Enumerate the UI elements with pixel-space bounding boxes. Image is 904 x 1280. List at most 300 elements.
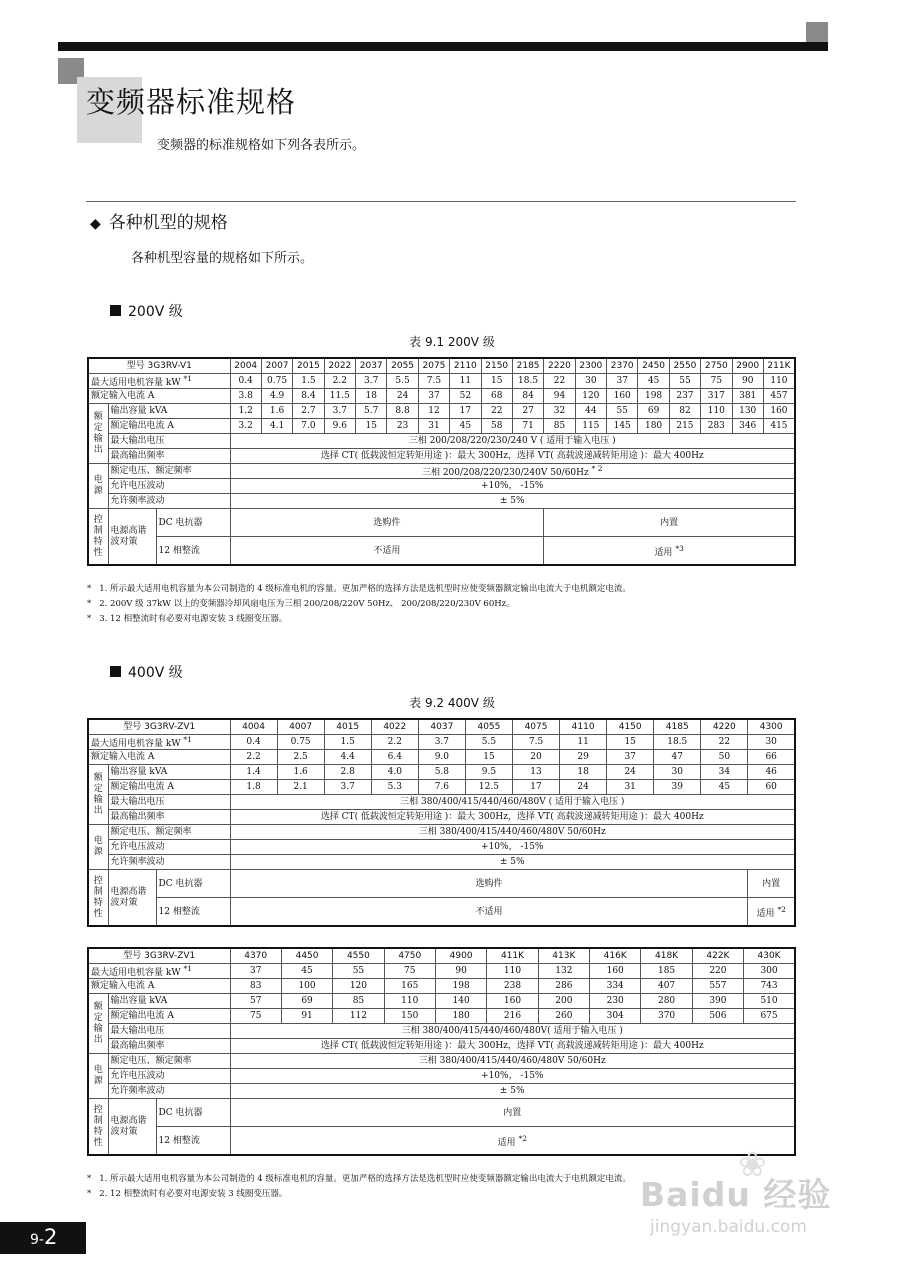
value-cell: 3.8	[230, 389, 261, 404]
max-output-voltage-label: 最大输出电压	[108, 1024, 230, 1039]
value-cell: 346	[732, 419, 763, 434]
output-group-label: 额定输出	[88, 404, 108, 464]
value-cell: 58	[481, 419, 512, 434]
footnote-marker: *	[87, 1174, 92, 1184]
value-cell: 3.7	[324, 404, 355, 419]
rated-output-label: 额定输出电流 A	[108, 1009, 230, 1024]
value-cell: 75	[384, 964, 435, 979]
value-cell: 22	[544, 374, 575, 389]
value-cell: 238	[487, 979, 538, 994]
max-motor-label	[88, 374, 230, 389]
twelve-phase-left: 不适用	[230, 537, 544, 566]
model-cell: 2300	[575, 358, 606, 374]
model-cell: 4300	[748, 719, 795, 735]
value-cell: 180	[435, 1009, 486, 1024]
value-cell: 55	[333, 964, 384, 979]
value-cell: 2.5	[277, 750, 324, 765]
table-caption-1: 表 9.1 200V 级	[409, 335, 495, 349]
rated-voltage-label: 额定电压、额定频率	[108, 825, 230, 840]
value-cell: 69	[281, 994, 332, 1009]
table-row	[88, 1084, 795, 1099]
footnotes-1	[87, 582, 631, 627]
value-cell: 110	[763, 374, 795, 389]
model-cell: 4750	[384, 948, 435, 964]
value-cell: 220	[692, 964, 743, 979]
value-cell: 90	[435, 964, 486, 979]
table-row	[88, 735, 795, 750]
value-cell: 30	[654, 765, 701, 780]
value-cell: 18.5	[654, 735, 701, 750]
output-capacity-label: 输出容量 kVA	[108, 994, 230, 1009]
value-cell: 68	[481, 389, 512, 404]
value-cell: 75	[230, 1009, 281, 1024]
dc-reactor-label: DC 电抗器	[156, 509, 230, 537]
footnote-mark: *1	[183, 374, 192, 383]
rated-voltage-value	[230, 464, 795, 479]
value-cell: 160	[763, 404, 795, 419]
footnote	[87, 612, 631, 627]
value-cell: 2.2	[371, 735, 418, 750]
value-cell: 1.6	[277, 765, 324, 780]
twelve-phase-right	[748, 898, 795, 927]
footnote-marker: *	[87, 1189, 92, 1199]
value-cell: 120	[333, 979, 384, 994]
value-cell: 18	[560, 765, 607, 780]
value-cell: 44	[575, 404, 606, 419]
table-row	[88, 1054, 795, 1069]
max-output-freq-label: 最高输出频率	[108, 810, 230, 825]
footnote-text: 3. 12 相整流时有必要对电源安装 3 线圈变压器。	[99, 614, 288, 624]
footnote	[87, 1172, 631, 1187]
value-cell: 2.2	[230, 750, 277, 765]
value-cell: 83	[230, 979, 281, 994]
value-cell: 130	[732, 404, 763, 419]
model-cell: 4220	[701, 719, 748, 735]
value-cell: 7.5	[512, 735, 559, 750]
table-row	[88, 1069, 795, 1084]
value-cell: 55	[607, 404, 638, 419]
value-cell: 3.7	[356, 374, 387, 389]
value-cell: 5.5	[387, 374, 418, 389]
value-cell: 15	[465, 750, 512, 765]
value-cell: 1.2	[230, 404, 261, 419]
value-cell: 0.4	[230, 735, 277, 750]
value-cell: 140	[435, 994, 486, 1009]
max-output-voltage-value: 三相 380/400/415/440/460/480V( 适用于输入电压 )	[230, 1024, 795, 1039]
max-motor-text: 最大适用电机容量 kW	[91, 378, 181, 388]
output-capacity-label: 输出容量 kVA	[108, 765, 230, 780]
value-cell: 198	[435, 979, 486, 994]
footnote-mark: *3	[675, 543, 684, 553]
allowed-freq-label: 允许频率波动	[108, 1084, 230, 1099]
value-cell: 12.5	[465, 780, 512, 795]
allowed-freq-label: 允许频率波动	[108, 494, 230, 509]
model-cell: 2110	[450, 358, 481, 374]
max-output-freq-label: 最高输出频率	[108, 1039, 230, 1054]
value-cell: 7.5	[418, 374, 449, 389]
value-cell: 31	[418, 419, 449, 434]
section-title: 各种机型的规格	[108, 213, 228, 233]
model-cell: 411K	[487, 948, 538, 964]
model-cell: 2055	[387, 358, 418, 374]
rated-voltage-value: 三相 380/400/415/440/460/480V 50/60Hz	[230, 825, 795, 840]
value-cell: 39	[654, 780, 701, 795]
value-cell: 390	[692, 994, 743, 1009]
footnote	[87, 1187, 631, 1202]
value-cell: 23	[387, 419, 418, 434]
rated-voltage-label: 额定电压、额定频率	[108, 464, 230, 479]
dc-reactor-right: 内置	[544, 509, 795, 537]
value-cell: 71	[512, 419, 543, 434]
watermark-brand: Baidu 经验	[640, 1175, 832, 1214]
value-cell: 260	[538, 1009, 589, 1024]
value-cell: 18.5	[512, 374, 543, 389]
value-cell: 5.7	[356, 404, 387, 419]
value-cell: 11	[560, 735, 607, 750]
value-cell: 120	[575, 389, 606, 404]
value-cell: 94	[544, 389, 575, 404]
value-cell: 11.5	[324, 389, 355, 404]
footnote-marker: *	[87, 614, 92, 624]
table-row	[88, 840, 795, 855]
model-header: 型号 3G3RV-V1	[88, 358, 230, 374]
value-cell: 85	[544, 419, 575, 434]
page-index: 2	[43, 1225, 58, 1249]
section-intro: 各种机型容量的规格如下所示。	[131, 251, 314, 266]
value-cell: 1.8	[230, 780, 277, 795]
value-cell: 15	[356, 419, 387, 434]
table-row	[88, 434, 795, 449]
group-heading-400v	[110, 662, 183, 682]
table-row	[88, 1009, 795, 1024]
twelve-phase-label: 12 相整流	[156, 537, 230, 566]
table-row	[88, 719, 795, 735]
rated-input-label: 额定输入电流 A	[88, 389, 230, 404]
model-cell: 211K	[763, 358, 795, 374]
value-cell: 180	[638, 419, 669, 434]
rated-voltage-value-text: 三相 200/208/220/230/240V 50/60Hz	[421, 468, 589, 478]
value-cell: 45	[281, 964, 332, 979]
value-cell: 7.6	[418, 780, 465, 795]
footnote-mark: *1	[183, 964, 192, 973]
twelve-phase-right	[544, 537, 795, 566]
value-cell: 17	[512, 780, 559, 795]
value-cell: 4.1	[261, 419, 292, 434]
rated-voltage-label: 额定电压、额定频率	[108, 1054, 230, 1069]
value-cell: 300	[744, 964, 795, 979]
model-cell: 2075	[418, 358, 449, 374]
group-heading-200v	[110, 301, 183, 321]
allowed-voltage-label: 允许电压波动	[108, 1069, 230, 1084]
table-row	[88, 948, 795, 964]
value-cell: 317	[701, 389, 732, 404]
max-output-freq-value: 选择 CT( 低载波恒定转矩用途 )：最大 300Hz，选择 VT( 高载波递减转矩用途 )：最大 400Hz	[230, 449, 795, 464]
table-row	[88, 449, 795, 464]
allowed-freq-label: 允许频率波动	[108, 855, 230, 870]
rated-input-label: 额定输入电流 A	[88, 750, 230, 765]
model-cell: 2750	[701, 358, 732, 374]
footnote-mark: *2	[777, 904, 786, 914]
model-cell: 422K	[692, 948, 743, 964]
table-row	[88, 1099, 795, 1127]
value-cell: 60	[748, 780, 795, 795]
dc-reactor-value: 内置	[230, 1099, 795, 1127]
value-cell: 215	[669, 419, 700, 434]
spec-table-400v-a	[87, 718, 796, 927]
value-cell: 22	[481, 404, 512, 419]
max-output-voltage-label: 最大输出电压	[108, 434, 230, 449]
value-cell: 31	[607, 780, 654, 795]
max-output-voltage-value: 三相 380/400/415/440/460/480V ( 适用于输入电压 )	[230, 795, 795, 810]
value-cell: 2.7	[293, 404, 324, 419]
model-header: 型号 3G3RV-ZV1	[88, 948, 230, 964]
max-motor-text: 最大适用电机容量 kW	[91, 968, 181, 978]
value-cell: 82	[669, 404, 700, 419]
value-cell: 110	[487, 964, 538, 979]
table-row	[88, 1024, 795, 1039]
value-cell: 457	[763, 389, 795, 404]
max-motor-text: 最大适用电机容量 kW	[91, 739, 181, 749]
value-cell: 132	[538, 964, 589, 979]
value-cell: 381	[732, 389, 763, 404]
max-motor-label	[88, 964, 230, 979]
value-cell: 0.75	[261, 374, 292, 389]
value-cell: 55	[669, 374, 700, 389]
model-cell: 2022	[324, 358, 355, 374]
value-cell: 216	[487, 1009, 538, 1024]
paw-icon: ❀	[738, 1145, 767, 1185]
value-cell: 5.3	[371, 780, 418, 795]
power-group-label: 电源	[88, 464, 108, 509]
value-cell: 1.6	[261, 404, 292, 419]
model-cell: 2037	[356, 358, 387, 374]
control-group-label: 控制特性	[88, 870, 108, 927]
value-cell: 15	[607, 735, 654, 750]
model-cell: 4900	[435, 948, 486, 964]
value-cell: 198	[638, 389, 669, 404]
max-output-voltage-label: 最大输出电压	[108, 795, 230, 810]
dc-reactor-label: DC 电抗器	[156, 1099, 230, 1127]
model-cell: 4185	[654, 719, 701, 735]
value-cell: 47	[654, 750, 701, 765]
value-cell: 4.4	[324, 750, 371, 765]
model-cell: 2900	[732, 358, 763, 374]
value-cell: 5.5	[465, 735, 512, 750]
max-output-voltage-value: 三相 200/208/220/230/240 V ( 适用于输入电压 )	[230, 434, 795, 449]
value-cell: 415	[763, 419, 795, 434]
rated-input-label: 额定输入电流 A	[88, 979, 230, 994]
table-row	[88, 1039, 795, 1054]
value-cell: 85	[333, 994, 384, 1009]
model-cell: 4007	[277, 719, 324, 735]
value-cell: 370	[641, 1009, 692, 1024]
value-cell: 37	[607, 750, 654, 765]
output-group-label: 额定输出	[88, 765, 108, 825]
value-cell: 24	[560, 780, 607, 795]
allowed-freq-value: ± 5%	[230, 855, 795, 870]
value-cell: 304	[590, 1009, 641, 1024]
twelve-phase-right-text: 适用	[654, 547, 673, 558]
model-header: 型号 3G3RV-ZV1	[88, 719, 230, 735]
value-cell: 115	[575, 419, 606, 434]
value-cell: 6.4	[371, 750, 418, 765]
value-cell: 52	[450, 389, 481, 404]
table-row	[88, 979, 795, 994]
dc-reactor-left: 选购件	[230, 509, 544, 537]
value-cell: 57	[230, 994, 281, 1009]
value-cell: 2.2	[324, 374, 355, 389]
corner-marker	[806, 22, 828, 44]
value-cell: 230	[590, 994, 641, 1009]
dc-reactor-right: 内置	[748, 870, 795, 898]
rated-voltage-value: 三相 380/400/415/440/460/480V 50/60Hz	[230, 1054, 795, 1069]
value-cell: 24	[387, 389, 418, 404]
value-cell: 34	[701, 765, 748, 780]
value-cell: 160	[607, 389, 638, 404]
model-cell: 4450	[281, 948, 332, 964]
model-cell: 2004	[230, 358, 261, 374]
twelve-phase-right-text: 适用	[756, 908, 775, 919]
footnote-text: 2. 12 相整流时有必要对电源安装 3 线圈变压器。	[99, 1189, 288, 1199]
value-cell: 3.7	[418, 735, 465, 750]
power-group-label: 电源	[88, 825, 108, 870]
table-row	[88, 964, 795, 979]
table-row	[88, 825, 795, 840]
dc-reactor-label: DC 电抗器	[156, 870, 230, 898]
group-label-200v: 200V 级	[128, 304, 183, 320]
table-row	[88, 389, 795, 404]
value-cell: 3.2	[230, 419, 261, 434]
footnote-mark: * 2	[591, 464, 603, 473]
value-cell: 286	[538, 979, 589, 994]
model-cell: 430K	[744, 948, 795, 964]
model-cell: 4022	[371, 719, 418, 735]
value-cell: 32	[544, 404, 575, 419]
value-cell: 90	[732, 374, 763, 389]
footnote-marker: *	[87, 584, 92, 594]
section-heading	[90, 208, 228, 233]
model-cell: 4370	[230, 948, 281, 964]
value-cell: 20	[512, 750, 559, 765]
value-cell: 4.9	[261, 389, 292, 404]
section-divider	[86, 201, 796, 202]
footnotes-2	[87, 1172, 631, 1202]
watermark	[640, 1145, 860, 1245]
value-cell: 50	[701, 750, 748, 765]
value-cell: 84	[512, 389, 543, 404]
value-cell: 30	[575, 374, 606, 389]
value-cell: 407	[641, 979, 692, 994]
value-cell: 237	[669, 389, 700, 404]
value-cell: 46	[748, 765, 795, 780]
table-row	[88, 810, 795, 825]
power-group-label: 电源	[88, 1054, 108, 1099]
value-cell: 7.0	[293, 419, 324, 434]
value-cell: 110	[384, 994, 435, 1009]
table-row	[88, 765, 795, 780]
value-cell: 185	[641, 964, 692, 979]
table-row	[88, 780, 795, 795]
page-chapter: 9-	[30, 1232, 44, 1248]
twelve-phase-label: 12 相整流	[156, 898, 230, 927]
header-rule	[58, 42, 828, 51]
value-cell: 37	[418, 389, 449, 404]
rated-output-label: 额定输出电流 A	[108, 419, 230, 434]
value-cell: 30	[748, 735, 795, 750]
rated-output-label: 额定输出电流 A	[108, 780, 230, 795]
value-cell: 1.5	[293, 374, 324, 389]
allowed-voltage-value: +10%， -15%	[230, 840, 795, 855]
value-cell: 150	[384, 1009, 435, 1024]
model-cell: 2450	[638, 358, 669, 374]
model-cell: 2015	[293, 358, 324, 374]
twelve-phase-value-text: 适用	[497, 1137, 516, 1148]
page-number-box	[0, 1222, 86, 1254]
value-cell: 1.5	[324, 735, 371, 750]
value-cell: 557	[692, 979, 743, 994]
diamond-icon: ◆	[90, 216, 101, 232]
value-cell: 675	[744, 1009, 795, 1024]
table-row	[88, 404, 795, 419]
model-cell: 4037	[418, 719, 465, 735]
max-output-freq-label: 最高输出频率	[108, 449, 230, 464]
value-cell: 11	[450, 374, 481, 389]
model-cell: 413K	[538, 948, 589, 964]
value-cell: 334	[590, 979, 641, 994]
value-cell: 100	[281, 979, 332, 994]
value-cell: 0.75	[277, 735, 324, 750]
model-cell: 2007	[261, 358, 292, 374]
value-cell: 165	[384, 979, 435, 994]
harmonic-label: 电源高谐波对策	[108, 509, 156, 566]
table-row	[88, 374, 795, 389]
output-group-label: 额定输出	[88, 994, 108, 1054]
value-cell: 12	[418, 404, 449, 419]
footnote	[87, 597, 631, 612]
table-row	[88, 750, 795, 765]
square-bullet-icon	[110, 666, 121, 677]
dc-reactor-left: 选购件	[230, 870, 748, 898]
value-cell: 5.8	[418, 765, 465, 780]
intro-text: 变频器的标准规格如下列各表所示。	[157, 138, 366, 153]
allowed-voltage-value: +10%， -15%	[230, 479, 795, 494]
value-cell: 8.8	[387, 404, 418, 419]
value-cell: 45	[638, 374, 669, 389]
value-cell: 29	[560, 750, 607, 765]
value-cell: 743	[744, 979, 795, 994]
table-row	[88, 795, 795, 810]
value-cell: 160	[487, 994, 538, 1009]
harmonic-label: 电源高谐波对策	[108, 1099, 156, 1156]
model-cell: 416K	[590, 948, 641, 964]
table-row	[88, 479, 795, 494]
footnote-text: 1. 所示最大适用电机容量为本公司制造的 4 级标准电机的容量。更加严格的选择方法是选机型时应使变频器额定输出电流大于电机额定电流。	[99, 584, 631, 594]
footnote-text: 1. 所示最大适用电机容量为本公司制造的 4 级标准电机的容量。更加严格的选择方法是选机型时应使变频器额定输出电流大于电机额定电流。	[99, 1174, 631, 1184]
table-row	[88, 419, 795, 434]
value-cell: 1.4	[230, 765, 277, 780]
table-row	[88, 509, 795, 537]
allowed-voltage-label: 允许电压波动	[108, 840, 230, 855]
value-cell: 160	[590, 964, 641, 979]
model-cell: 4015	[324, 719, 371, 735]
footnote-text: 2. 200V 级 37kW 以上的变频器冷却风扇电压为三相 200/208/220V 50Hz、 200/208/220/230V 60Hz。	[99, 599, 515, 609]
value-cell: 506	[692, 1009, 743, 1024]
footnote-mark: *1	[183, 735, 192, 744]
value-cell: 37	[230, 964, 281, 979]
value-cell: 112	[333, 1009, 384, 1024]
model-cell: 4004	[230, 719, 277, 735]
model-cell: 418K	[641, 948, 692, 964]
